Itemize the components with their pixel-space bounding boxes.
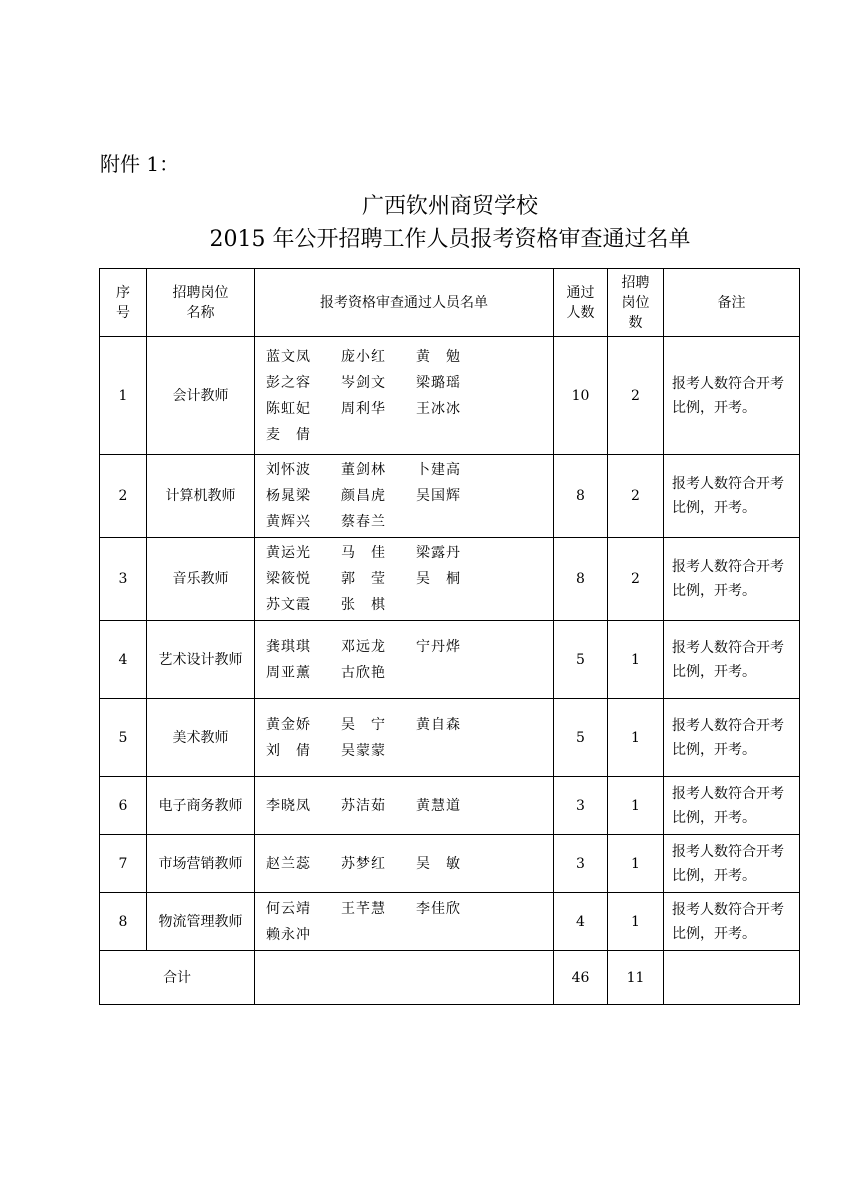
person-name: 陈虹妃	[266, 400, 311, 417]
attachment-label: 附件 1：	[100, 152, 180, 176]
header-remark: 备注	[664, 269, 800, 337]
row-seq: 1	[100, 337, 147, 455]
row-position	[147, 455, 255, 538]
row-quota: 1	[608, 699, 664, 777]
person-name: 周亚薰	[266, 664, 311, 681]
person-name: 庞小红	[341, 348, 386, 365]
row-position-text: 电子商务教师	[158, 797, 243, 814]
row-position-text: 市场营销教师	[158, 855, 243, 872]
person-name: 何云靖	[266, 900, 311, 917]
row-seq: 7	[100, 835, 147, 893]
person-name: 郭 莹	[341, 571, 386, 587]
table-row	[100, 337, 800, 455]
person-name: 黄金娇	[266, 716, 311, 733]
results-table	[99, 268, 800, 1005]
header-names: 报考资格审查通过人员名单	[255, 269, 554, 337]
person-name: 周利华	[341, 400, 386, 417]
person-name: 董剑林	[341, 462, 386, 478]
row-position-text: 会计教师	[172, 387, 229, 404]
header-quota: 招聘岗位数	[608, 269, 664, 337]
person-name: 梁露丹	[416, 545, 461, 561]
person-name: 黄自森	[416, 716, 461, 733]
row-position-text: 艺术设计教师	[158, 651, 243, 668]
table-row	[100, 893, 800, 951]
row-passed: 5	[554, 621, 608, 699]
person-name: 黄 勉	[416, 348, 461, 365]
person-name: 赵兰蕊	[266, 855, 311, 872]
person-name: 吴 桐	[416, 571, 461, 587]
total-passed: 46	[554, 951, 608, 1005]
document-title: 2015 年公开招聘工作人员报考资格审查通过名单	[209, 227, 691, 252]
row-passed: 8	[554, 455, 608, 538]
row-remark: 报考人数符合开考比例，开考。	[664, 621, 800, 699]
row-position-text: 计算机教师	[165, 488, 236, 504]
total-row	[100, 951, 800, 1005]
school-title: 广西钦州商贸学校	[361, 194, 538, 219]
row-remark: 报考人数符合开考比例，开考。	[664, 699, 800, 777]
header-seq: 序号	[100, 269, 147, 337]
row-names	[255, 621, 554, 699]
person-name: 梁筱悦	[266, 571, 311, 587]
row-position	[147, 835, 255, 893]
header-row	[100, 269, 800, 337]
row-remark: 报考人数符合开考比例，开考。	[664, 455, 800, 538]
row-position	[147, 893, 255, 951]
person-name: 吴国辉	[416, 488, 461, 504]
row-seq: 3	[100, 538, 147, 621]
table-row	[100, 455, 800, 538]
person-name: 岑剑文	[341, 374, 386, 391]
person-name: 苏洁茹	[341, 797, 386, 814]
person-name: 黄运光	[266, 545, 311, 561]
table-row	[100, 835, 800, 893]
row-position	[147, 777, 255, 835]
row-quota: 2	[608, 337, 664, 455]
header-passed: 通过人数	[554, 269, 608, 337]
row-passed: 5	[554, 699, 608, 777]
person-name: 刘 倩	[266, 742, 311, 759]
person-name: 王芊慧	[341, 900, 386, 917]
row-passed: 3	[554, 777, 608, 835]
table-row	[100, 538, 800, 621]
row-remark: 报考人数符合开考比例，开考。	[664, 337, 800, 455]
total-remark-empty	[664, 951, 800, 1005]
person-name: 龚琪琪	[266, 638, 311, 655]
person-name: 苏文霞	[266, 597, 311, 613]
person-name: 麦 倩	[266, 426, 311, 443]
header-position: 招聘岗位名称	[147, 269, 255, 337]
row-names	[255, 337, 554, 455]
total-label: 合计	[100, 951, 255, 1005]
row-position-text: 美术教师	[172, 729, 229, 746]
person-name: 梁璐瑶	[416, 374, 461, 391]
row-position-text: 物流管理教师	[158, 913, 243, 930]
row-passed: 10	[554, 337, 608, 455]
table-row	[100, 777, 800, 835]
total-names-empty	[255, 951, 554, 1005]
person-name: 彭之容	[266, 374, 311, 391]
person-name: 赖永冲	[266, 926, 311, 943]
row-names	[255, 538, 554, 621]
person-name: 卜建高	[416, 462, 461, 478]
row-names	[255, 893, 554, 951]
row-quota: 1	[608, 777, 664, 835]
row-seq: 8	[100, 893, 147, 951]
person-name: 邓远龙	[341, 638, 386, 655]
person-name: 李晓凤	[266, 797, 311, 814]
row-passed: 8	[554, 538, 608, 621]
person-name: 蓝文凤	[266, 348, 311, 365]
table-row	[100, 699, 800, 777]
person-name: 古欣艳	[341, 664, 386, 681]
row-position	[147, 538, 255, 621]
row-position-text: 音乐教师	[172, 571, 229, 587]
total-quota: 11	[608, 951, 664, 1005]
row-names	[255, 455, 554, 538]
person-name: 宁丹烨	[416, 638, 461, 655]
person-name: 刘怀波	[266, 462, 311, 478]
row-seq: 5	[100, 699, 147, 777]
row-remark: 报考人数符合开考比例，开考。	[664, 835, 800, 893]
person-name: 王冰冰	[416, 400, 461, 417]
row-remark: 报考人数符合开考比例，开考。	[664, 538, 800, 621]
person-name: 李佳欣	[416, 900, 461, 917]
person-name: 吴 宁	[341, 716, 386, 733]
row-names	[255, 699, 554, 777]
row-remark: 报考人数符合开考比例，开考。	[664, 893, 800, 951]
row-seq: 2	[100, 455, 147, 538]
row-position	[147, 337, 255, 455]
row-quota: 1	[608, 621, 664, 699]
row-position	[147, 621, 255, 699]
person-name: 蔡春兰	[341, 514, 386, 530]
row-quota: 1	[608, 893, 664, 951]
row-seq: 6	[100, 777, 147, 835]
row-seq: 4	[100, 621, 147, 699]
row-quota: 2	[608, 538, 664, 621]
person-name: 吴 敏	[416, 855, 461, 872]
person-name: 黄慧道	[416, 797, 461, 814]
person-name: 张 棋	[341, 597, 386, 613]
person-name: 黄辉兴	[266, 514, 311, 530]
person-name: 颜昌虎	[341, 488, 386, 504]
row-names	[255, 835, 554, 893]
person-name: 马 佳	[341, 545, 386, 561]
row-passed: 3	[554, 835, 608, 893]
row-quota: 1	[608, 835, 664, 893]
row-position	[147, 699, 255, 777]
person-name: 吴蒙蒙	[341, 742, 386, 759]
row-passed: 4	[554, 893, 608, 951]
person-name: 苏梦红	[341, 855, 386, 872]
person-name: 杨晁梁	[266, 488, 311, 504]
row-names	[255, 777, 554, 835]
row-quota: 2	[608, 455, 664, 538]
row-remark: 报考人数符合开考比例，开考。	[664, 777, 800, 835]
table-row	[100, 621, 800, 699]
